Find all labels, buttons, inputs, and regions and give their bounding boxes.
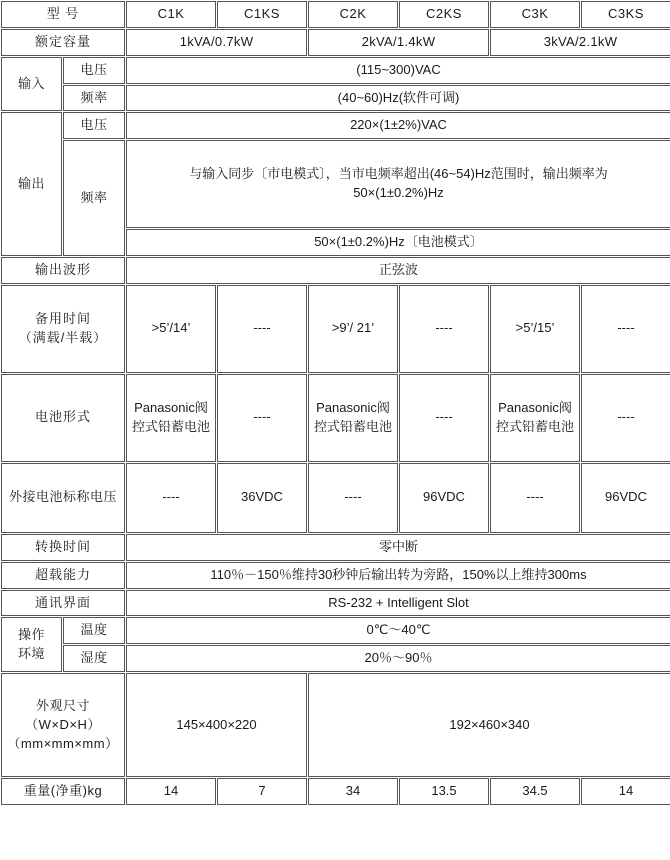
- row-label-transfer-time: 转换时间: [1, 534, 125, 561]
- table-row-external-battery-voltage: [1, 463, 670, 533]
- table-row-output-frequency: [1, 140, 670, 228]
- row-label-battery-type: 电池形式: [1, 374, 125, 462]
- table-row-battery-type: [1, 374, 670, 462]
- table-row-temperature: [1, 617, 670, 644]
- backup-time-c2ks: ----: [399, 285, 489, 373]
- table-row-communication: [1, 590, 670, 617]
- row-label-output-frequency: 频率: [63, 140, 125, 256]
- backup-time-label-line1: 备用时间: [34, 311, 91, 327]
- backup-time-c1ks: ----: [217, 285, 307, 373]
- battery-type-c3k: Panasonic阀控式铅蓄电池: [490, 374, 580, 462]
- model-c1ks: C1KS: [217, 1, 307, 28]
- battery-type-c3ks: ----: [581, 374, 670, 462]
- backup-time-c2k: >9’/ 21’: [308, 285, 398, 373]
- model-c2ks: C2KS: [399, 1, 489, 28]
- output-frequency-value: [126, 140, 670, 228]
- overload-value: 110％－150％维持30秒钟后输出转为旁路，150%以上维持300ms: [126, 562, 670, 589]
- backup-time-c1k: >5’/14’: [126, 285, 216, 373]
- table-row-input-frequency: [1, 85, 670, 112]
- row-label-overload: 超载能力: [1, 562, 125, 589]
- row-label-external-battery-voltage: 外接电池标称电压: [1, 463, 125, 533]
- external-battery-voltage-c2k: ----: [308, 463, 398, 533]
- weight-c1ks: 7: [217, 778, 307, 805]
- dimensions-label-line2: （W×D×H）: [25, 716, 101, 732]
- external-battery-voltage-c1ks: 36VDC: [217, 463, 307, 533]
- environment-label-line2: 环境: [17, 645, 45, 661]
- weight-c2k: 34: [308, 778, 398, 805]
- waveform-value: 正弦波: [126, 257, 670, 284]
- output-voltage-value: 220×(1±2%)VAC: [126, 112, 670, 139]
- external-battery-voltage-c3ks: 96VDC: [581, 463, 670, 533]
- table-row-capacity: [1, 29, 670, 56]
- weight-c2ks: 13.5: [399, 778, 489, 805]
- table-row-model: [1, 1, 670, 28]
- dimensions-value-large: 192×460×340: [308, 673, 670, 777]
- transfer-time-value: 零中断: [126, 534, 670, 561]
- table-row-waveform: [1, 257, 670, 284]
- backup-time-label-line2: （满载/半载）: [18, 329, 108, 345]
- input-frequency-value: (40~60)Hz(软件可调): [126, 85, 670, 112]
- external-battery-voltage-c1k: ----: [126, 463, 216, 533]
- weight-c1k: 14: [126, 778, 216, 805]
- row-label-waveform: 输出波形: [1, 257, 125, 284]
- output-frequency-line1: 与输入同步〔市电模式〕，当市电频率超出(46~54)Hz范围时，输出频率为: [189, 166, 608, 182]
- battery-type-c2ks: ----: [399, 374, 489, 462]
- row-label-communication: 通讯界面: [1, 590, 125, 617]
- battery-type-c1ks: ----: [217, 374, 307, 462]
- capacity-3kva: 3kVA/2.1kW: [490, 29, 670, 56]
- table-row-humidity: [1, 645, 670, 672]
- row-label-capacity: 额定容量: [1, 29, 125, 56]
- model-c3k: C3K: [490, 1, 580, 28]
- row-label-weight: 重量(净重)kg: [1, 778, 125, 805]
- weight-c3k: 34.5: [490, 778, 580, 805]
- row-label-input-voltage: 电压: [63, 57, 125, 84]
- external-battery-voltage-c2ks: 96VDC: [399, 463, 489, 533]
- dimensions-value-small: 145×400×220: [126, 673, 307, 777]
- battery-type-c2k: Panasonic阀控式铅蓄电池: [308, 374, 398, 462]
- table-row-weight: [1, 778, 670, 805]
- weight-c3ks: 14: [581, 778, 670, 805]
- capacity-1kva: 1kVA/0.7kW: [126, 29, 307, 56]
- communication-value: RS-232 + Intelligent Slot: [126, 590, 670, 617]
- table-row-backup-time: [1, 285, 670, 373]
- model-c3ks: C3KS: [581, 1, 670, 28]
- capacity-2kva: 2kVA/1.4kW: [308, 29, 489, 56]
- model-c2k: C2K: [308, 1, 398, 28]
- output-frequency-line2: 50×(1±0.2%)Hz: [353, 185, 444, 201]
- row-label-temperature: 温度: [63, 617, 125, 644]
- input-voltage-value: (115~300)VAC: [126, 57, 670, 84]
- battery-type-c1k: Panasonic阀控式铅蓄电池: [126, 374, 216, 462]
- model-c1k: C1K: [126, 1, 216, 28]
- table-row-output-voltage: [1, 112, 670, 139]
- row-label-output-voltage: 电压: [63, 112, 125, 139]
- row-label-output: 输出: [1, 112, 62, 256]
- output-frequency-battery-value: 50×(1±0.2%)Hz〔电池模式〕: [126, 229, 670, 256]
- backup-time-c3k: >5’/15’: [490, 285, 580, 373]
- humidity-value: 20％～90％: [126, 645, 670, 672]
- row-label-dimensions: [1, 673, 125, 777]
- row-label-humidity: 湿度: [63, 645, 125, 672]
- row-label-model: 型 号: [1, 1, 125, 28]
- table-row-dimensions: [1, 673, 670, 777]
- row-label-environment: [1, 617, 62, 672]
- table-row-overload: [1, 562, 670, 589]
- dimensions-label-line3: （mm×mm×mm）: [7, 735, 119, 751]
- table-row-transfer-time: [1, 534, 670, 561]
- row-label-input: 输入: [1, 57, 62, 112]
- dimensions-label-line1: 外观尺寸: [35, 697, 90, 713]
- row-label-backup-time: [1, 285, 125, 373]
- table-row-input-voltage: [1, 57, 670, 84]
- environment-label-line1: 操作: [17, 626, 45, 642]
- temperature-value: 0℃～40℃: [126, 617, 670, 644]
- row-label-input-frequency: 频率: [63, 85, 125, 112]
- external-battery-voltage-c3k: ----: [490, 463, 580, 533]
- backup-time-c3ks: ----: [581, 285, 670, 373]
